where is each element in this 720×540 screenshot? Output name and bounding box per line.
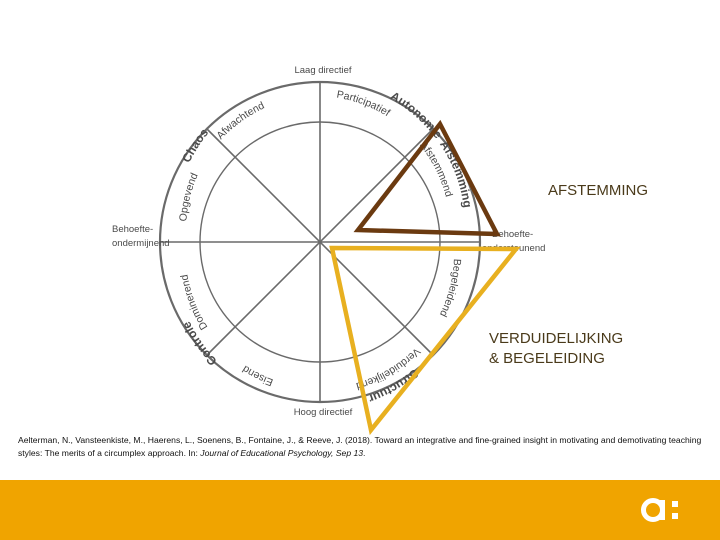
right-label-line2: ondersteunend xyxy=(482,243,546,254)
inner-label-afstemmend: Afstemmend xyxy=(417,139,455,199)
citation xyxy=(18,434,708,460)
citation-journal: Journal of Educational Psychology, Sep 13 xyxy=(200,448,364,458)
left-label-line1: Behoefte- xyxy=(112,224,154,235)
bottom-label: Hoog directief xyxy=(293,407,353,418)
inner-label-dominerend: Dominerend xyxy=(178,273,211,332)
afstemming-callout: AFSTEMMING xyxy=(548,182,648,199)
footer-bar xyxy=(0,480,720,540)
inner-label-begeleidend: Begeleidend xyxy=(436,258,464,319)
outer-label-chaos: Chaos xyxy=(179,125,212,165)
inner-label-participatief: Participatief xyxy=(335,88,393,120)
top-label: Laag directief xyxy=(294,65,352,76)
outer-label-controle: Controle xyxy=(179,319,220,369)
inner-label-afwachtend: Afwachtend xyxy=(214,99,267,142)
left-label-line2: ondermijnend xyxy=(112,238,170,249)
verduidelijking-line1: VERDUIDELIJKING xyxy=(489,330,624,347)
inner-label-verduidelijkend: Verduidelijkend xyxy=(354,345,423,392)
inner-label-opgevend: Opgevend xyxy=(177,171,201,222)
right-label-line1: Behoefte- xyxy=(492,229,534,240)
outer-label-afstemming: Afstemming xyxy=(437,137,475,209)
verduidelijking-line2: & BEGELEIDING xyxy=(489,350,605,367)
citation-text: Aelterman, N., Vansteenkiste, M., Haerens, L., Soenens, B., Fontaine, J., & Reeve, J. (2018). Toward an integrative and fine-grained insight in motivating and demotivating teaching styles: The merits of a circumplex approach. In: xyxy=(18,435,702,458)
a-colon-logo-icon xyxy=(640,495,682,525)
outer-label-autonomie: Autonomie xyxy=(388,88,446,142)
inner-label-eisend: Eisend xyxy=(240,362,275,389)
outer-label-structuur: Structuur xyxy=(366,366,422,406)
verduidelijking-callout xyxy=(489,329,623,369)
citation-end: . xyxy=(363,448,366,458)
afstemming-triangle xyxy=(358,124,497,234)
